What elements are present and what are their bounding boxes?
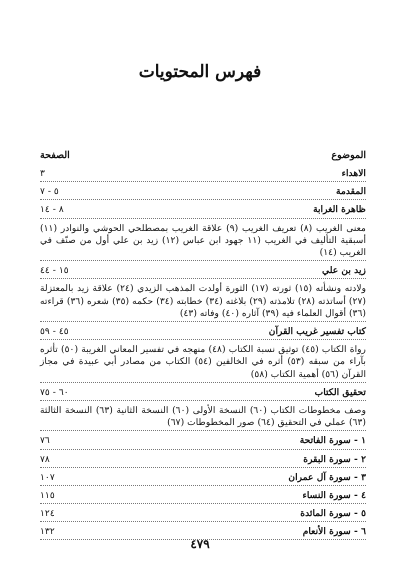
toc-entry-page: ١٢٤ bbox=[40, 508, 55, 520]
toc-entry-title: زيد بن علي bbox=[322, 265, 366, 277]
table-of-contents bbox=[40, 166, 366, 542]
toc-entry-page: ٣ bbox=[40, 168, 45, 179]
toc-entry-surah bbox=[40, 506, 366, 522]
toc-entry-details: رواة الكتاب (٤٥) توثيق نسبة الكتاب (٤٨) منهجه في تفسير المعاني الغريبة (٥٠) تأثره بآراء من سبقه (٥٣) أثره في الخالفين (٥٤) الكتاب من مصادر أبي عبيدة في مجاز القرآن (٥٦) أهمية الكتاب (٥٨) bbox=[40, 344, 366, 380]
toc-entry-page: ٧٨ bbox=[40, 453, 50, 465]
page-column-header: الصفحة bbox=[40, 150, 70, 161]
toc-entry-title: ١ - سورة الفاتحة bbox=[299, 435, 366, 447]
toc-entry-title: الاهداء bbox=[341, 168, 366, 179]
toc-entry-book bbox=[40, 324, 366, 340]
toc-entry-dedication bbox=[40, 166, 366, 182]
toc-entry-title: المقدمة bbox=[336, 186, 366, 198]
toc-entry-title: ظاهرة الغرابة bbox=[313, 204, 366, 216]
toc-entry-title: تحقيق الكتاب bbox=[314, 386, 366, 398]
toc-entry-description bbox=[40, 281, 366, 322]
toc-entry-introduction bbox=[40, 184, 366, 200]
toc-entry-surah bbox=[40, 452, 366, 468]
page-title: فهرس المحتويات bbox=[138, 62, 262, 82]
toc-entry-description bbox=[40, 403, 366, 431]
toc-entry-verification bbox=[40, 385, 366, 401]
toc-entry-title: ٣ - سورة آل عمران bbox=[288, 471, 366, 483]
toc-entry-description bbox=[40, 342, 366, 383]
topic-column-header: الموضوع bbox=[331, 150, 366, 161]
toc-entry-page: ١٠٧ bbox=[40, 471, 55, 483]
toc-entry-details: وصف مخطوطات الكتاب (٦٠) النسخة الأولى (٦٠) النسخة الثانية (٦٣) النسخة الثالثة (٦٣) عملي في التحقيق (٦٤) صور المخطوطات (٦٧) bbox=[40, 404, 367, 429]
toc-entry-page: ٧٦ bbox=[40, 435, 50, 447]
toc-header bbox=[40, 150, 366, 166]
toc-entry-page: ٥ - ٧ bbox=[40, 186, 59, 198]
toc-entry-title: ٦ - سورة الأنعام bbox=[302, 526, 366, 538]
toc-entry-details: ولادته ونشأته (١٥) ثورته (١٧) الثورة أولدت المذهب الزيدي (٢٤) علاقة زيد بالمعتزلة (٢٧) أساتذته (٢٨) تلامذته (٢٩) بلاغته (٣٤) خطابته (٣٤) حكمه (٣٥) شعره (٣٦) قراءته (٣٦) أقوال العلماء فيه (٣٩) آثاره (٤٠) وفاته (٤٣) bbox=[40, 283, 367, 319]
toc-entry-surah bbox=[40, 433, 366, 449]
toc-entry-zayd bbox=[40, 263, 366, 279]
toc-entry-surah bbox=[40, 488, 366, 504]
toc-entry-page: ٤٥ - ٥٩ bbox=[40, 325, 69, 337]
page-number: ٤٧٩ bbox=[190, 537, 210, 551]
toc-entry-page: ١٣٢ bbox=[40, 526, 55, 538]
toc-entry-title: كتاب تفسير غريب القرآن bbox=[268, 325, 366, 337]
toc-entry-page: ١٥ - ٤٤ bbox=[40, 265, 69, 277]
toc-entry-page: ٨ - ١٤ bbox=[40, 204, 64, 216]
toc-entry-title: ٢ - سورة البقرة bbox=[303, 453, 366, 465]
toc-entry-page: ١١٥ bbox=[40, 489, 55, 501]
toc-entry-page: ٦٠ - ٧٥ bbox=[40, 386, 69, 398]
toc-entry-title: ٤ - سورة النساء bbox=[302, 489, 366, 501]
toc-entry-details: معنى الغريب (٨) تعريف الغريب (٩) علاقة الغريب بمصطلحي الحوشي والنوادر (١١) أسبقية التأليف في الغريب (١١ جهود ابن عباس (١٢) زيد بن علي أول من صنّف في الغريب (١٤) bbox=[40, 222, 367, 258]
toc-entry-description bbox=[40, 221, 366, 262]
toc-entry-surah bbox=[40, 470, 366, 486]
toc-entry-title: ٥ - سورة المائدة bbox=[300, 508, 366, 520]
toc-entry-strangeness bbox=[40, 202, 366, 218]
